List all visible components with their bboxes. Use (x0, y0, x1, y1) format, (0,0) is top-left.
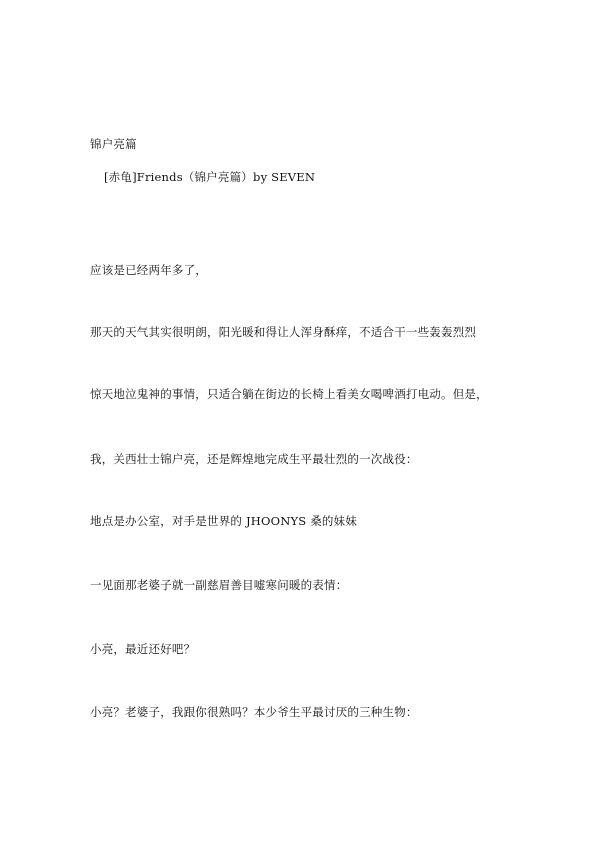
paragraph-line: 惊天地泣鬼神的事情，只适合躺在街边的长椅上看美女喝啤酒打电动。但是， (90, 387, 488, 401)
paragraph-line: 我，关西壮士锦户亮，还是辉煌地完成生平最壮烈的一次战役： (90, 452, 418, 466)
paragraph-line: 地点是办公室，对手是世界的 JHOONYS 桑的妹妹 (90, 514, 358, 528)
paragraph-line: 应该是已经两年多了， (90, 263, 207, 277)
document-subtitle: [赤龟]Friends（锦户亮篇）by SEVEN (104, 170, 316, 184)
document-title: 锦户亮篇 (90, 137, 137, 151)
paragraph-line: 那天的天气其实很明朗，阳光暖和得让人浑身酥痒，不适合干一些轰轰烈烈 (90, 325, 477, 339)
paragraph-line: 小亮，最近还好吧？ (90, 642, 196, 656)
paragraph-line: 一见面那老婆子就一副慈眉善目嘘寒问暖的表情： (90, 578, 348, 592)
paragraph-line: 小亮？老婆子，我跟你很熟吗？本少爷生平最讨厌的三种生物： (90, 705, 418, 719)
